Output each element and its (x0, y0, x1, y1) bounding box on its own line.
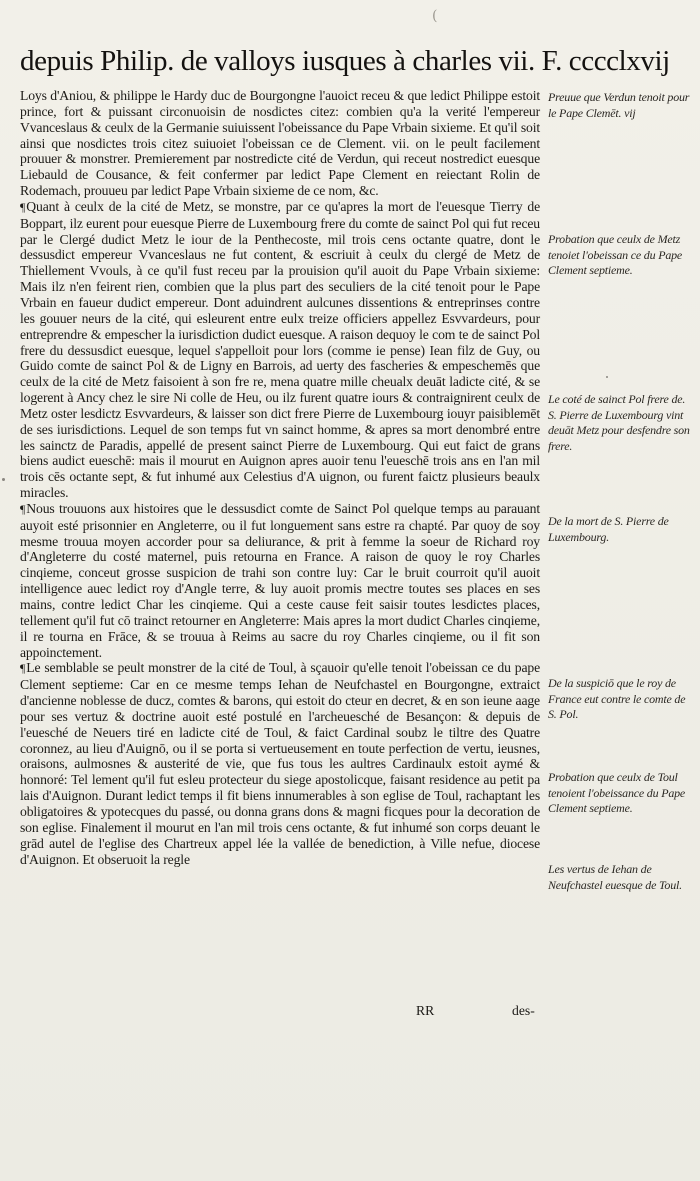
paragraph-3 (20, 501, 540, 660)
catchword: des- (512, 1003, 535, 1018)
marginal-note-toul: Probation que ceulx de Toul tenoient l'obeissance du Pape Clement septieme. (548, 770, 686, 815)
paragraph-text: Quant à ceulx de la cité de Metz, se monstre, par ce qu'apres la mort de l'euesque Tierry de Boppart, ilz eurent pour euesque Pierre de Luxembourg frere du comte de sainct Pol qui fut receu par le Clergé dudict Metz le iour de la Penthecoste, mil trois cens octante quatre, dont le dessusdict empereur Vvanceslaus ne fut content, & escriuit à ceulx du clergé de Metz de Thiellement Vvouls, à ce qu'il fust receu par la prouision qu'il auoit du Pape Vrbain sixieme: Mais ilz n'en feirent rien, combien que la plus part des seculiers de la cité tenoit pour le Pape Vrbain en faueur dudict empereur. Dont aduindrent aulcunes dissentions & entreprinses contre les gouuer neurs de la cité, qui esleurent entre eulx treize officiers appellez Esvvardeurs, pour entreprendre & empescher la iurisdiction dudict euesque. A raison dequoy le com te de sainct Pol frere du dessusdict euesque, lequel s'appelloit pour lors (comme ie pense) Iean filz de Guy, ou Guido comte de sainct Pol & de Ligny en Barrois, ad uerty des fascheries & empeschemēs que ceulx de la cité de Metz faisoient à son fre re, mena quatre mille cheualx deuāt ladicte cité, & se logerent à Ancy chez le sire Ni colle de Heu, ou ilz furent quatre iours & contraignirent ceulx de Metz oster lesdictz Esvvardeurs, & laisser son dict frere Pierre de Luxembourg iouyr paisiblemēt de ses iurisdictions. Lequel de son temps fut vn sainct homme, & apres sa mort denombré entre les sainctz de Paradis, appellé de present sainct Pierre de Luxembourg. Qui eut faict de grans biens audict eueschē: mais il mourut en Auignon apres auoir tenu l'eueschē trois ans en l'an mil trois cēs octante sept, & fut inhumé aux Celestius d'A uignon, ou furent faictz plusieurs beaulx miracles. (20, 198, 540, 501)
page-footer (20, 1003, 540, 1021)
marginal-note-neufchastel: Les vertus de Iehan de Neufchastel euesque de Toul. (548, 862, 682, 892)
paragraph-text: Loys d'Aniou, & philippe le Hardy duc de Bourgongne l'auoict receu & que ledict Philippe estoit prince, fort & puissant circonuoisin de nosdictes citez: combien qu'a la verité l'empereur Vvanceslaus & ceulx de la Germanie suiuissent l'obeissance du Pape Vrbain sixieme. Et qu'il soit ainsi que nosdictes trois citez suiuoiet l'obeissan ce de Clement. vii. on le peult facilement prouuer & monstrer. Premierement par nostredicte cité de Verdun, qui receut nostredict euesque Liebauld de Cousance, & feit confermer par ledict Pape Clement en reiectant Rolin de Rodemach, prouueu par ledict Pape Vrbain sixieme de ce nom, &c. (20, 88, 540, 199)
marginal-note-metz: Probation que ceulx de Metz tenoiet l'obeissan ce du Pape Clement septieme. (548, 232, 683, 277)
main-text (20, 88, 540, 867)
marginal-note-luxembourg-death: De la mort de S. Pierre de Luxembourg. (548, 514, 669, 544)
ink-speck (606, 376, 608, 378)
pilcrow-icon: ¶ (20, 199, 26, 214)
paragraph-1 (20, 88, 540, 199)
signature-mark: RR (416, 1003, 435, 1018)
paragraph-4 (20, 660, 540, 867)
folio-mark: ( (432, 8, 438, 24)
marginal-note-suspicion: De la suspiciō que le roy de France eut contre le comte de S. Pol. (548, 676, 686, 721)
marginal-note-saint-pol: Le coté de sainct Pol frere de. S. Pierre de Luxembourg vint deuāt Metz pour desfendre son frere. (548, 392, 690, 453)
paragraph-text: Le semblable se peult monstrer de la cité de Toul, à sçauoir qu'elle tenoit l'obeissan ce du pape Clement septieme: Car en ce mesme temps Iehan de Neufchastel en Bourgongne, extraict d'ancienne noblesse de ducz, comtes & barons, qui estoit do cteur en decret, & en son ieune aage pour ses vertuz & doctrine auoit esté postulé en l'archeuesché de Besançon: & depuis de l'euesché de Neuers tiré en ladicte cité de Toul, & faict Cardinal soubz le tiltre des Quatre coronnez, au lieu d'Auignō, ou il se porta si vertueusement en toute perfection de vertu, ieusnes, oraisons, aulmosnes & austerité de vie, que fus tous les aultres Cardinaulx estoit aymé & honnoré: Tel lement qu'il fut esleu protecteur du siege apostolicque, faisant residence au petit pa lais d'Auignon. Durant ledict temps il fit biens innumerables à son eglise de Toul, rachaptant les obligatoires & ypotecques du passé, ou donna grans dons & magni ficques pour la decoration de son eglise. Finalement il mourut en l'an mil trois cens octante, & fut inhumé son corps deuant le grād autel de l'eglise des Chartreux appel lée la vallée de benediction, à Ville nefue, diocese d'Auignon. Et obseruoit la regle (20, 660, 540, 867)
paragraph-2 (20, 199, 540, 501)
pilcrow-icon: ¶ (20, 661, 26, 676)
running-header: depuis Philip. de valloys iusques à charles vii. F. cccclxvij (20, 45, 670, 77)
ink-speck (2, 478, 5, 481)
marginal-note-verdun: Preuue que Verdun tenoit pour le Pape Clemēt. vij (548, 90, 690, 120)
paragraph-text: Nous trouuons aux histoires que le dessusdict comte de Sainct Pol quelque temps au parauant auyoit esté prisonnier en Angleterre, ou il fut longuement sans estre ra chapté. Par quoy de soy mesme trouua moyen accorder pour sa deliurance, & prit à femme la soeur de Richard roy d'Angleterre du costé maternel, puis retourna en France. A raison de quoy le roy Charles cinqieme, conceut grosse suspicion de trahi son contre luy: Car le bruit courroit qu'il auoit intelligence auec ledict roy d'Angle terre, & luy auoit promis mectre toutes ses places en ses mains, contre ledict Char les cinqieme. Qui a ceste cause feit saisir toutes lesdictes places, tellement qu'il fut cō trainct retourner en Angleterre: Mais apres la mort dudict Charles cinqieme, il re tourna en Frāce, & se trouua à Reims au sacre du roy Charles cinqieme, ou il fit son appoinctement. (20, 500, 540, 660)
pilcrow-icon: ¶ (20, 501, 26, 516)
